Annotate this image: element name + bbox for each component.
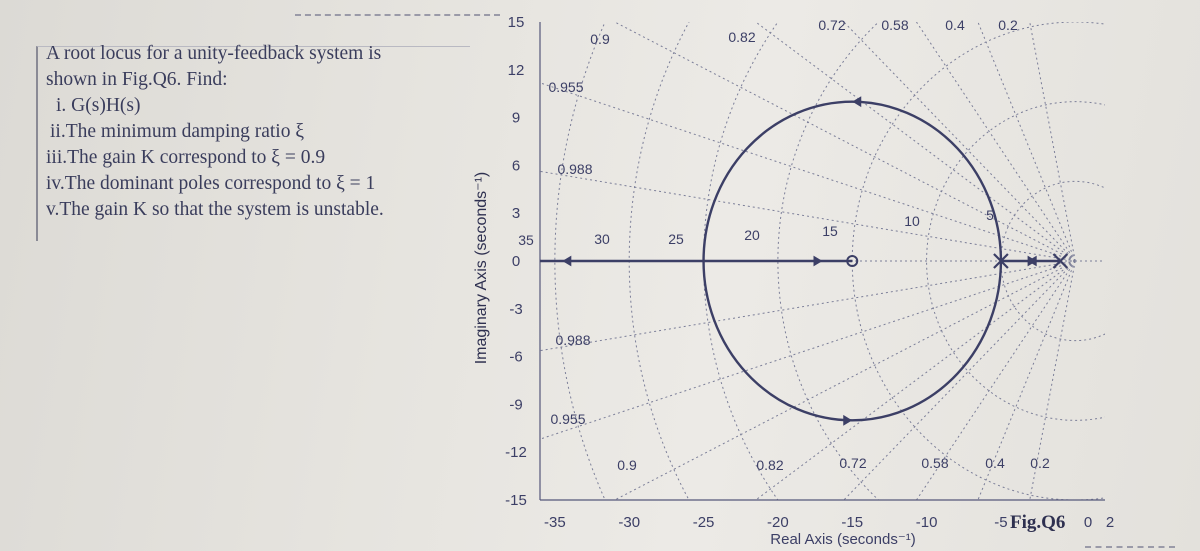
question-line: iii.The gain K correspond to ξ = 0.9 <box>46 147 326 168</box>
x-tick-label: 0 <box>1083 514 1093 531</box>
y-tick-label: 3 <box>511 205 521 223</box>
y-tick-label: 15 <box>507 14 525 31</box>
damping-label-bottom: 0.4 <box>985 455 1005 471</box>
locus-arrow-bottom <box>843 415 852 426</box>
locus-arrow-left <box>562 256 571 267</box>
wn-label: 5 <box>986 207 994 223</box>
question-line: v.The gain K so that the system is unstable. <box>46 199 384 220</box>
y-tick-label: -15 <box>505 492 527 509</box>
wn-label: 30 <box>594 231 610 247</box>
damping-grid-ray <box>223 0 1075 261</box>
damping-grid-ray <box>344 0 1076 261</box>
damping-label-top: 0.58 <box>881 17 909 33</box>
y-tick-label: 6 <box>511 157 521 175</box>
x-tick-label: -15 <box>841 514 864 531</box>
damping-grid-ray <box>718 0 1075 261</box>
y-tick-label: 0 <box>511 253 521 270</box>
question-line: iv.The dominant poles correspond to ξ = 1 <box>46 173 376 194</box>
x-tick-label: 2 <box>1105 514 1115 531</box>
x-axis-label: Real Axis (seconds⁻¹) <box>770 531 916 548</box>
y-axis-label: Imaginary Axis (seconds⁻¹) <box>473 171 490 365</box>
damping-grid-ray <box>223 261 1075 545</box>
damping-grid-ray <box>558 0 1075 261</box>
damping-label-top: 0.2 <box>998 17 1018 33</box>
damping-label-top: 0.988 <box>557 161 593 177</box>
damping-label-bottom: 0.72 <box>839 455 867 471</box>
wn-label: 35 <box>518 232 534 248</box>
damping-label-top: 0.955 <box>548 79 584 95</box>
damping-label-bottom: 0.955 <box>550 411 586 427</box>
y-tick-label: -12 <box>505 444 527 462</box>
question-line: i. G(s)H(s) <box>56 95 141 116</box>
damping-label-bottom: 0.82 <box>756 457 784 473</box>
wn-label: 20 <box>744 227 760 243</box>
damping-grid-ray <box>272 0 1075 261</box>
damping-label-top: 0.9 <box>590 31 610 47</box>
x-tick-label: -30 <box>618 514 641 531</box>
damping-label-top: 0.82 <box>728 29 756 45</box>
damping-label-bottom: 0.58 <box>921 455 949 471</box>
damping-grid-ray <box>433 261 1075 551</box>
dashed-rule-bottom <box>1085 546 1175 548</box>
damping-label-top: 0.72 <box>818 17 846 33</box>
question-line: ii.The minimum damping ratio ξ <box>50 121 305 142</box>
wn-label: 25 <box>668 231 684 247</box>
y-tick-label: -6 <box>509 348 523 366</box>
question-line: shown in Fig.Q6. Find: <box>46 69 228 90</box>
damping-label-top: 0.4 <box>945 17 965 33</box>
wn-label: 15 <box>822 223 838 239</box>
damping-grid-ray <box>558 261 1075 551</box>
y-tick-label: -3 <box>509 300 523 318</box>
damping-label-bottom: 0.9 <box>617 457 637 473</box>
y-tick-label: 9 <box>511 109 521 127</box>
wn-label: 10 <box>904 213 920 229</box>
damping-grid-ray <box>272 261 1075 551</box>
damping-label-bottom: 0.2 <box>1030 455 1050 471</box>
x-tick-label: -25 <box>692 514 715 531</box>
damping-grid-ray <box>718 261 1075 551</box>
question-line: A root locus for a unity-feedback system is <box>46 43 382 64</box>
x-tick-label: -35 <box>544 514 566 531</box>
x-tick-label: -5 <box>994 514 1008 531</box>
wn-grid-circle <box>555 0 1200 551</box>
locus-arrow-top <box>852 96 861 107</box>
y-tick-label: -9 <box>509 396 523 414</box>
figure-label: Fig.Q6 <box>1010 512 1066 533</box>
damping-label-bottom: 0.988 <box>555 332 591 348</box>
damping-grid-ray <box>897 261 1075 551</box>
x-tick-label: -10 <box>915 514 938 531</box>
y-tick-label: 12 <box>507 61 525 79</box>
wn-grid-circle <box>629 0 1200 551</box>
locus-arrow-right <box>814 256 823 267</box>
x-tick-label: -20 <box>767 514 789 531</box>
